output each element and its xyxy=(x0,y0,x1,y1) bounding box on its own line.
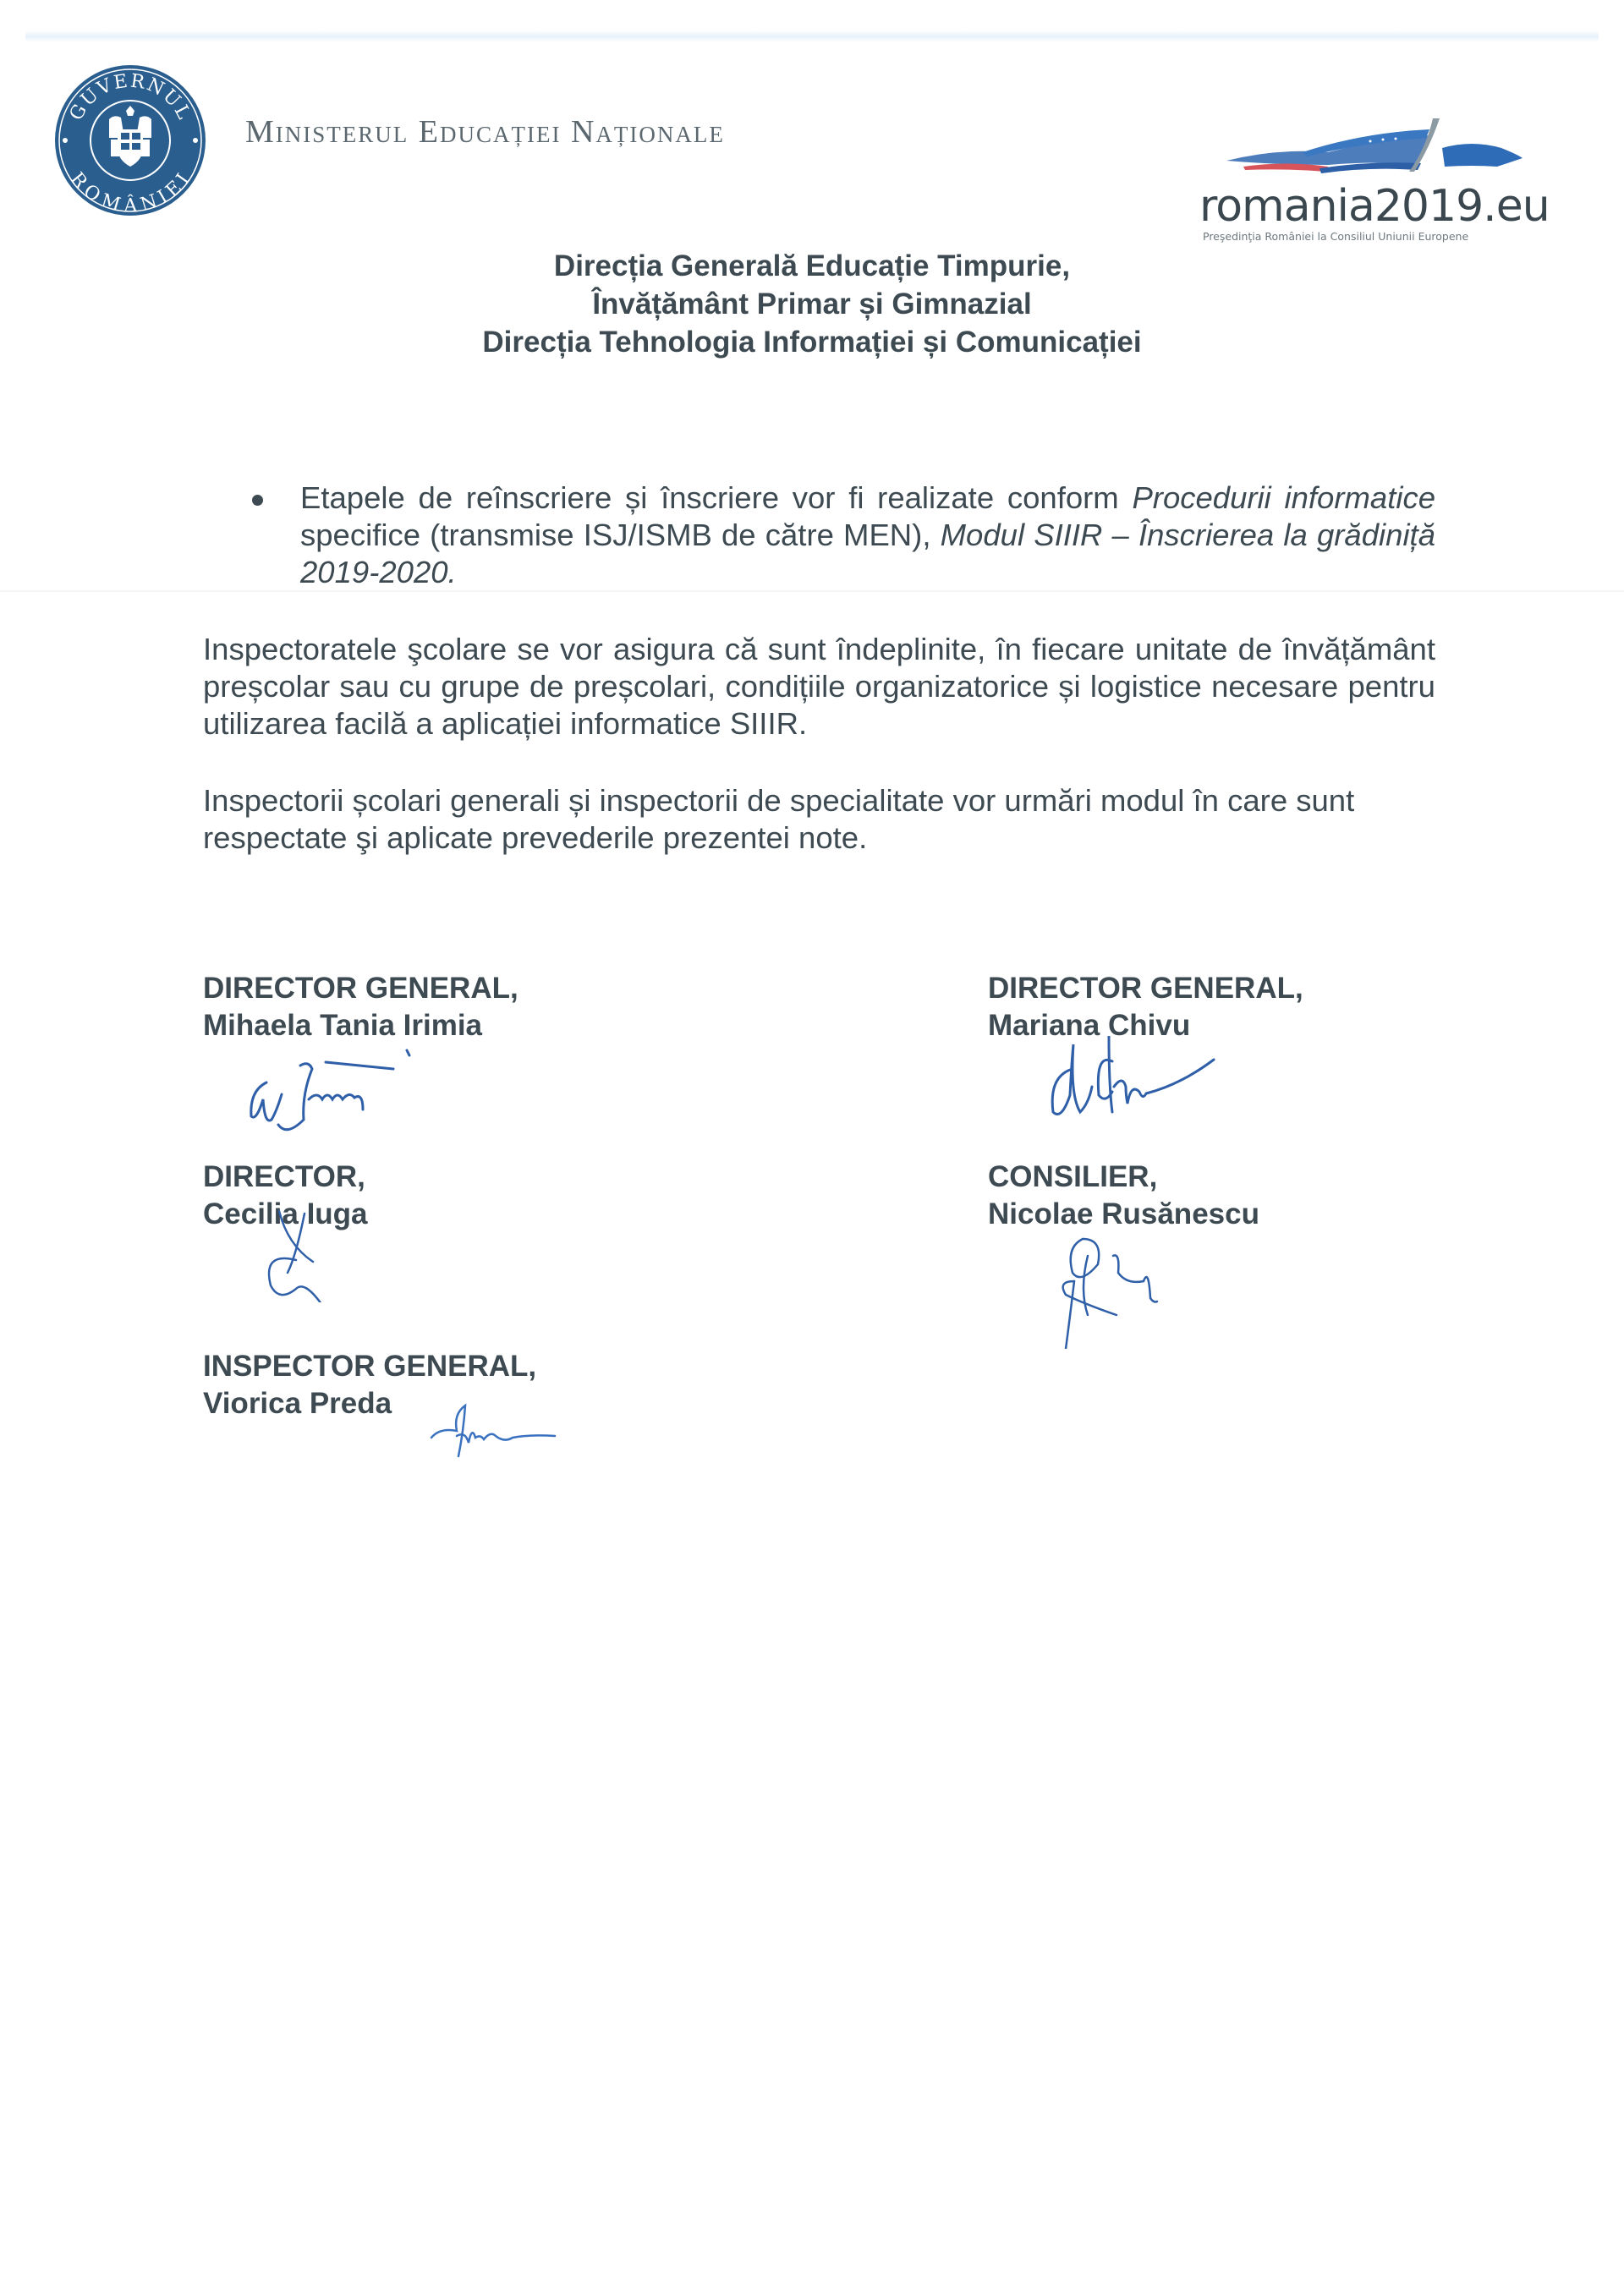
handwritten-signature xyxy=(423,1395,584,1471)
signatory-title: DIRECTOR GENERAL, xyxy=(988,972,1303,1005)
bullet-paragraph xyxy=(300,479,1435,591)
handwritten-signature xyxy=(1045,1036,1265,1129)
directorate-header xyxy=(304,247,1320,361)
bullet-text: specifice (transmise ISJ/ISMB de către MEN), xyxy=(300,518,941,552)
signatory-name: Mariana Chivu xyxy=(988,1009,1191,1042)
romania2019-wordmark: romania2019.eu xyxy=(1199,181,1550,232)
seal-bottom-text: ROMÂNIEI xyxy=(65,168,195,217)
bullet-icon xyxy=(252,495,263,506)
signatory-name: Cecilia Iuga xyxy=(203,1197,368,1230)
handwritten-signature xyxy=(262,1209,338,1302)
header-line: Învățământ Primar și Gimnazial xyxy=(592,288,1032,321)
bullet-italic-text: Modul SIIIR – Înscrierea la grădiniță 2019-2020. xyxy=(300,518,1435,589)
handwritten-signature xyxy=(1049,1230,1167,1349)
eu-presidency-swoosh-icon xyxy=(1226,114,1531,186)
bullet-text: Etapele de reînscriere și înscriere vor fi realizate conform xyxy=(300,480,1133,515)
scan-top-band xyxy=(25,30,1599,42)
signature-block xyxy=(988,970,1303,1044)
signatory-name: Nicolae Rusănescu xyxy=(988,1197,1259,1230)
signatory-title: INSPECTOR GENERAL, xyxy=(203,1350,537,1383)
bullet-italic-text: Procedurii informatice xyxy=(1132,480,1435,515)
signature-block xyxy=(203,970,518,1044)
signature-block xyxy=(988,1159,1259,1233)
seal-top-text: GUVERNUL xyxy=(65,70,195,124)
romania2019-logo xyxy=(1193,114,1565,241)
paragraph-inspectors: Inspectorii școlari generali și inspectorii de specialitate vor urmări modul în care sunt respectate şi aplicate prevederile prezentei note. xyxy=(203,783,1355,855)
ministry-name: Ministerul Educației Naționale xyxy=(245,114,725,150)
signatory-title: DIRECTOR, xyxy=(203,1160,365,1193)
scan-artifact-line xyxy=(0,590,1624,592)
romania2019-subtitle: Preşedinţia României la Consiliul Uniunii Europene xyxy=(1203,230,1469,243)
paragraph-inspectorates: Inspectoratele şcolare se vor asigura că sunt îndeplinite, în fiecare unitate de învățământ preșcolar sau cu grupe de preșcolari, condițiile organizatorice și logistice necesare pentru utilizarea facilă a aplicației informatice SIIIR. xyxy=(203,632,1435,741)
signatory-name: Viorica Preda xyxy=(203,1387,392,1420)
government-seal-logo xyxy=(53,63,207,217)
signatory-name: Mihaela Tania Irimia xyxy=(203,1009,483,1042)
signatory-title: DIRECTOR GENERAL, xyxy=(203,972,518,1005)
header-line: Direcția Generală Educație Timpurie, xyxy=(553,249,1071,282)
handwritten-signature xyxy=(241,1049,444,1142)
signatory-title: CONSILIER, xyxy=(988,1160,1158,1193)
header-line: Direcția Tehnologia Informației și Comunicației xyxy=(482,326,1142,359)
